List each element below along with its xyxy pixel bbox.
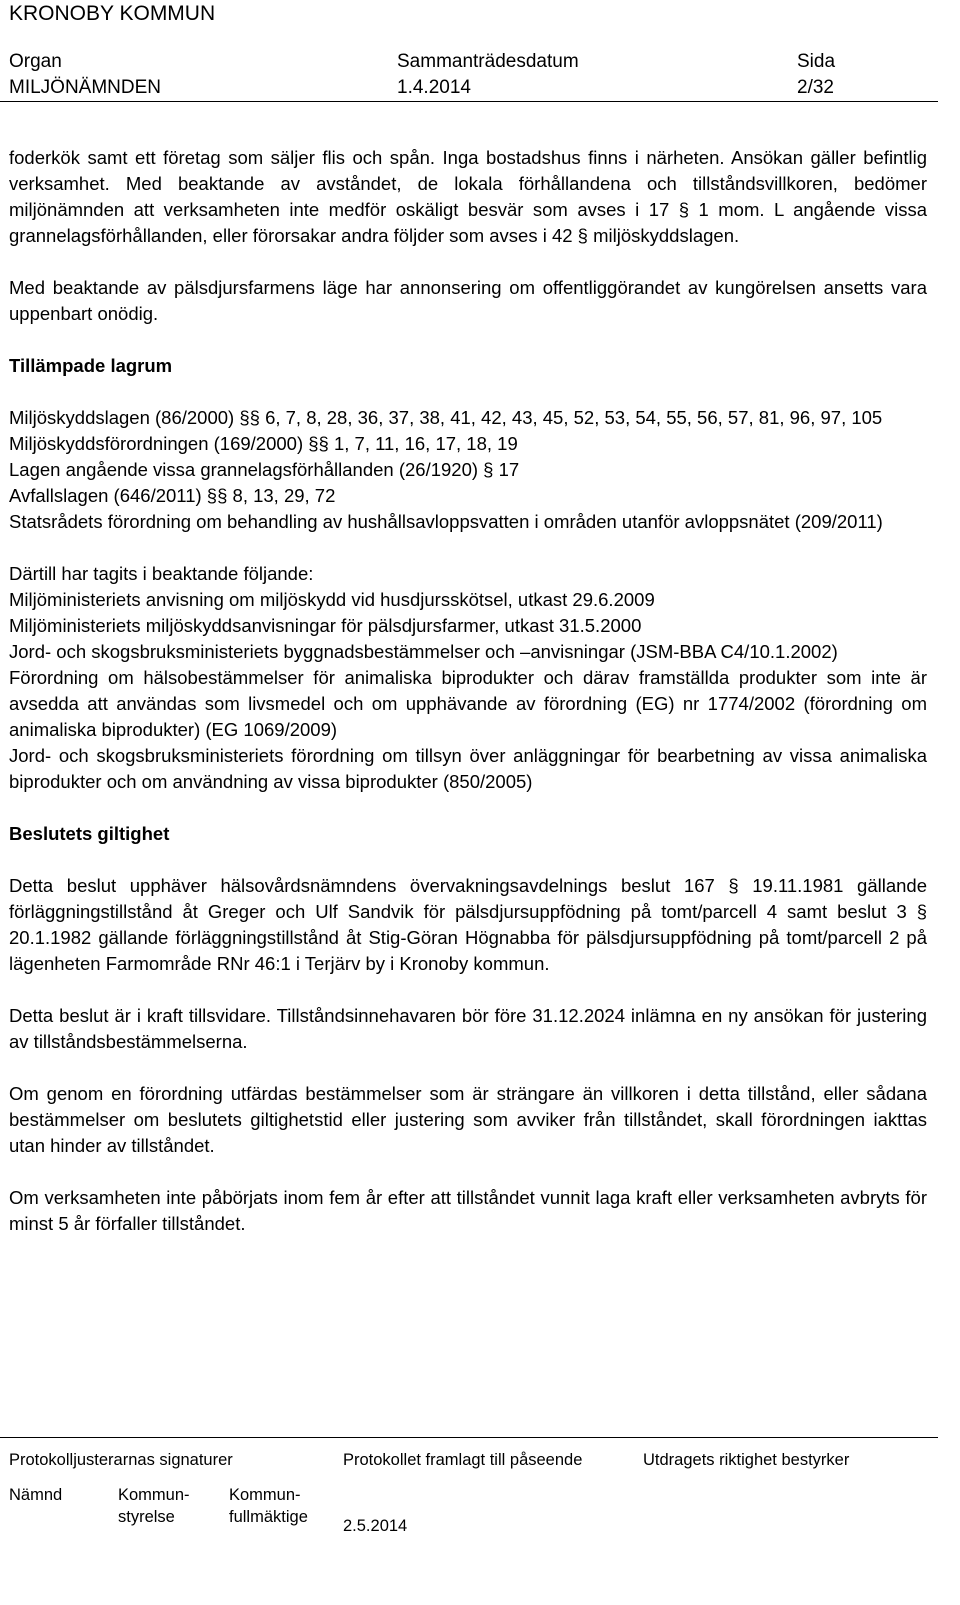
- beaktande-list: [9, 587, 927, 795]
- fullmaktige-line-1: Kommun-: [229, 1486, 301, 1504]
- page-value: 2/32: [797, 77, 834, 98]
- document-body: [9, 145, 927, 1237]
- beaktande-item: Miljöministeriets anvisning om miljöskydd vid husdjursskötsel, utkast 29.6.2009: [9, 589, 655, 610]
- paragraph-6: Om verksamheten inte påbörjats inom fem år efter att tillståndet vunnit laga kraft eller verksamheten avbryts för minst 5 år förfaller tillståndet.: [9, 1187, 927, 1234]
- styrelse-line-2: styrelse: [118, 1508, 175, 1526]
- beaktande-item: Förordning om hälsobestämmelser för animaliska biprodukter och därav framställda produkter som inte är avsedda att användas som livsmedel och om upphävande av förordning (EG) nr 1774/2002 (förordning om animaliska biprodukter) (EG 1069/2009): [9, 667, 927, 740]
- organ-label: Organ: [9, 51, 62, 72]
- beaktande-intro: Därtill har tagits i beaktande följande:: [9, 563, 314, 584]
- styrelse-line-1: Kommun-: [118, 1486, 190, 1504]
- date-label: Sammanträdesdatum: [397, 51, 579, 72]
- lagrum-list: [9, 405, 927, 535]
- section-heading-lagrum: Tillämpade lagrum: [9, 355, 173, 376]
- beaktande-item: Jord- och skogsbruksministeriets förordning om tillsyn över anläggningar för bearbetning av vissa animaliska biprodukter och om användning av vissa biprodukter (850/2005): [9, 745, 927, 792]
- beaktande-item: Miljöministeriets miljöskyddsanvisningar för pälsdjursfarmer, utkast 31.5.2000: [9, 615, 642, 636]
- paragraph-2: Med beaktande av pälsdjursfarmens läge har annonsering om offentliggörandet av kungörelsen ansetts vara uppenbart onödig.: [9, 277, 927, 324]
- section-heading-giltighet: Beslutets giltighet: [9, 823, 170, 844]
- paragraph-5: Om genom en förordning utfärdas bestämmelser som är strängare än villkoren i detta tillstånd, eller sådana bestämmelser om beslutets giltighetstid eller justering som avviker från tillståndet, skall förordningen iakttas utan hinder av tillståndet.: [9, 1083, 927, 1156]
- footer-divider: [0, 1437, 938, 1438]
- date-block: [397, 49, 579, 101]
- beaktande-item: Jord- och skogsbruksministeriets byggnadsbestämmelser och –anvisningar (JSM-BBA C4/10.1.2002): [9, 641, 838, 662]
- signatures-label: Protokolljusterarnas signaturer: [9, 1451, 233, 1469]
- paragraph-4: Detta beslut är i kraft tillsvidare. Tillståndsinnehavaren bör före 31.12.2024 inlämna en ny ansökan för justering av tillståndsbestämmelserna.: [9, 1005, 927, 1052]
- paragraph-1: foderkök samt ett företag som säljer flis och spån. Inga bostadshus finns i närheten. Ansökan gäller befintlig verksamhet. Med beaktande av avståndet, de lokala förhållandena och tillståndsvillkoren, bedömer miljönämnden att verksamheten inte medför oskäligt besvär som avses i 17 § 1 mom. L angående vissa grannelagsförhållanden, eller förorsakar andra följder som avses i 42 § miljöskyddslagen.: [9, 147, 927, 246]
- lagrum-item: Lagen angående vissa grannelagsförhållanden (26/1920) § 17: [9, 459, 520, 480]
- page-label: Sida: [797, 51, 836, 72]
- bestyrker-label: Utdragets riktighet bestyrker: [643, 1451, 850, 1469]
- namnd-label: Nämnd: [9, 1486, 63, 1504]
- fullmaktige-line-2: fullmäktige: [229, 1508, 308, 1526]
- framlagt-label: Protokollet framlagt till påseende: [343, 1451, 583, 1469]
- framlagt-date: 2.5.2014: [343, 1517, 408, 1535]
- page-block: [797, 49, 835, 101]
- municipality-title: KRONOBY KOMMUN: [9, 2, 216, 25]
- date-value: 1.4.2014: [397, 77, 471, 98]
- lagrum-item: Miljöskyddsförordningen (169/2000) §§ 1, 7, 11, 16, 17, 18, 19: [9, 433, 518, 454]
- organ-value: MILJÖNÄMNDEN: [9, 77, 162, 98]
- header-divider: [0, 101, 938, 102]
- lagrum-item: Statsrådets förordning om behandling av hushållsavloppsvatten i områden utanför avloppsnätet (209/2011): [9, 511, 883, 532]
- fullmaktige-block: [229, 1484, 308, 1528]
- lagrum-item: Avfallslagen (646/2011) §§ 8, 13, 29, 72: [9, 485, 336, 506]
- styrelse-block: [118, 1484, 190, 1528]
- lagrum-item: Miljöskyddslagen (86/2000) §§ 6, 7, 8, 28, 36, 37, 38, 41, 42, 43, 45, 52, 53, 54, 55, 56, 57, 81, 96, 97, 105: [9, 407, 883, 428]
- organ-block: [9, 49, 161, 101]
- paragraph-3: Detta beslut upphäver hälsovårdsnämndens övervakningsavdelnings beslut 167 § 19.11.1981 gällande förläggningstillstånd åt Greger och Ulf Sandvik för pälsdjursuppfödning på tomt/parcell 4 samt beslut 3 § 20.1.1982 gällande förläggningstillstånd åt Stig-Göran Högnabba för pälsdjursuppfödning på tomt/parcell 2 på lägenheten Farmområde RNr 46:1 i Terjärv by i Kronoby kommun.: [9, 875, 927, 974]
